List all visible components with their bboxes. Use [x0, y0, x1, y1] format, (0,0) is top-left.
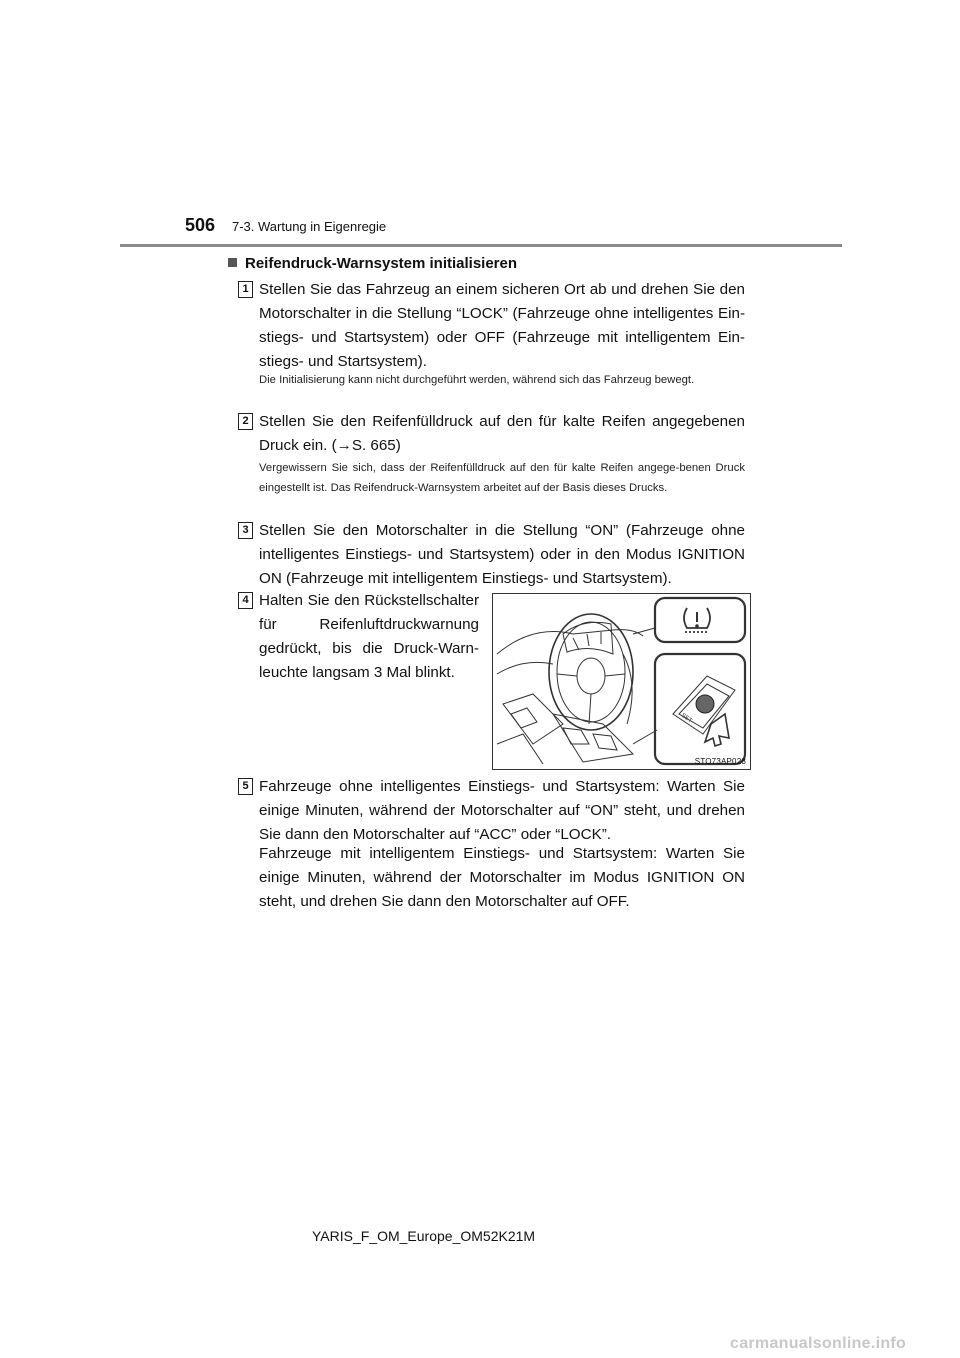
- dashboard-illustration: [492, 593, 751, 770]
- section-title: [228, 255, 517, 272]
- warning-light-callout: [655, 598, 745, 642]
- illustration-code: STO73AP028: [694, 757, 746, 766]
- step-badge-3: 3: [238, 522, 253, 539]
- section-title-text: Reifendruck-Warnsystem initialisieren: [245, 255, 518, 272]
- section-bullet-icon: [228, 258, 237, 267]
- footer-doc-id: YARIS_F_OM_Europe_OM52K21M: [312, 1228, 536, 1244]
- header-rule: [120, 244, 842, 247]
- step-5-text-2: Fahrzeuge mit intelligentem Einstiegs- und Startsystem: Warten Sie einige Minuten, während der Motorschalter im Modus IGNITION ON steht, und drehen Sie dann den Motorschalter auf OFF.: [259, 845, 745, 910]
- step-badge-1: 1: [238, 281, 253, 298]
- chapter-title: 7-3. Wartung in Eigenregie: [232, 219, 387, 234]
- step-5-text: Fahrzeuge ohne intelligentes Einstiegs- und Startsystem: Warten Sie einige Minuten, während der Motorschalter auf “ON” steht, und drehen Sie dann den Motorschalter auf “ACC” oder “LOCK”.: [259, 778, 745, 843]
- step-4-text: Halten Sie den Rückstellschalter für Reifenluftdruckwarnung gedrückt, bis die Druck-Warn-leuchte langsam 3 Mal blinkt.: [259, 592, 479, 681]
- step-1-note: Die Initialisierung kann nicht durchgeführt werden, während sich das Fahrzeug bewegt.: [259, 374, 695, 386]
- step-3-text: Stellen Sie den Motorschalter in die Stellung “ON” (Fahrzeuge ohne intelligentes Einstiegs- und Startsystem) oder in den Modus IGNITION ON (Fahrzeuge mit intelligentem Einstiegs- und Startsystem).: [259, 522, 745, 587]
- step-1-text: Stellen Sie das Fahrzeug an einem sicheren Ort ab und drehen Sie den Motorschalter in die Stellung “LOCK” (Fahrzeuge ohne intelligentes Ein-stiegs- und Startsystem) oder OFF (Fahrzeuge mit intelligentem Ein-stiegs- und Startsystem).: [259, 281, 745, 370]
- reset-switch-callout: [655, 654, 745, 764]
- step-badge-5: 5: [238, 778, 253, 795]
- step-2-text: Stellen Sie den Reifenfülldruck auf den für kalte Reifen angegebenen Druck ein. (→S. 665): [259, 413, 745, 454]
- dashboard-drawing: [497, 614, 657, 764]
- step-badge-2: 2: [238, 413, 253, 430]
- step-badge-4: 4: [238, 592, 253, 609]
- page-number: 506: [185, 215, 216, 235]
- watermark: carmanualsonline.info: [730, 1335, 907, 1352]
- step-2-note: Vergewissern Sie sich, dass der Reifenfülldruck auf den für kalte Reifen angege-benen Druck eingestellt ist. Das Reifendruck-Warnsystem arbeitet auf der Basis dieses Drucks.: [259, 462, 745, 494]
- switch-label: SET: [679, 712, 693, 725]
